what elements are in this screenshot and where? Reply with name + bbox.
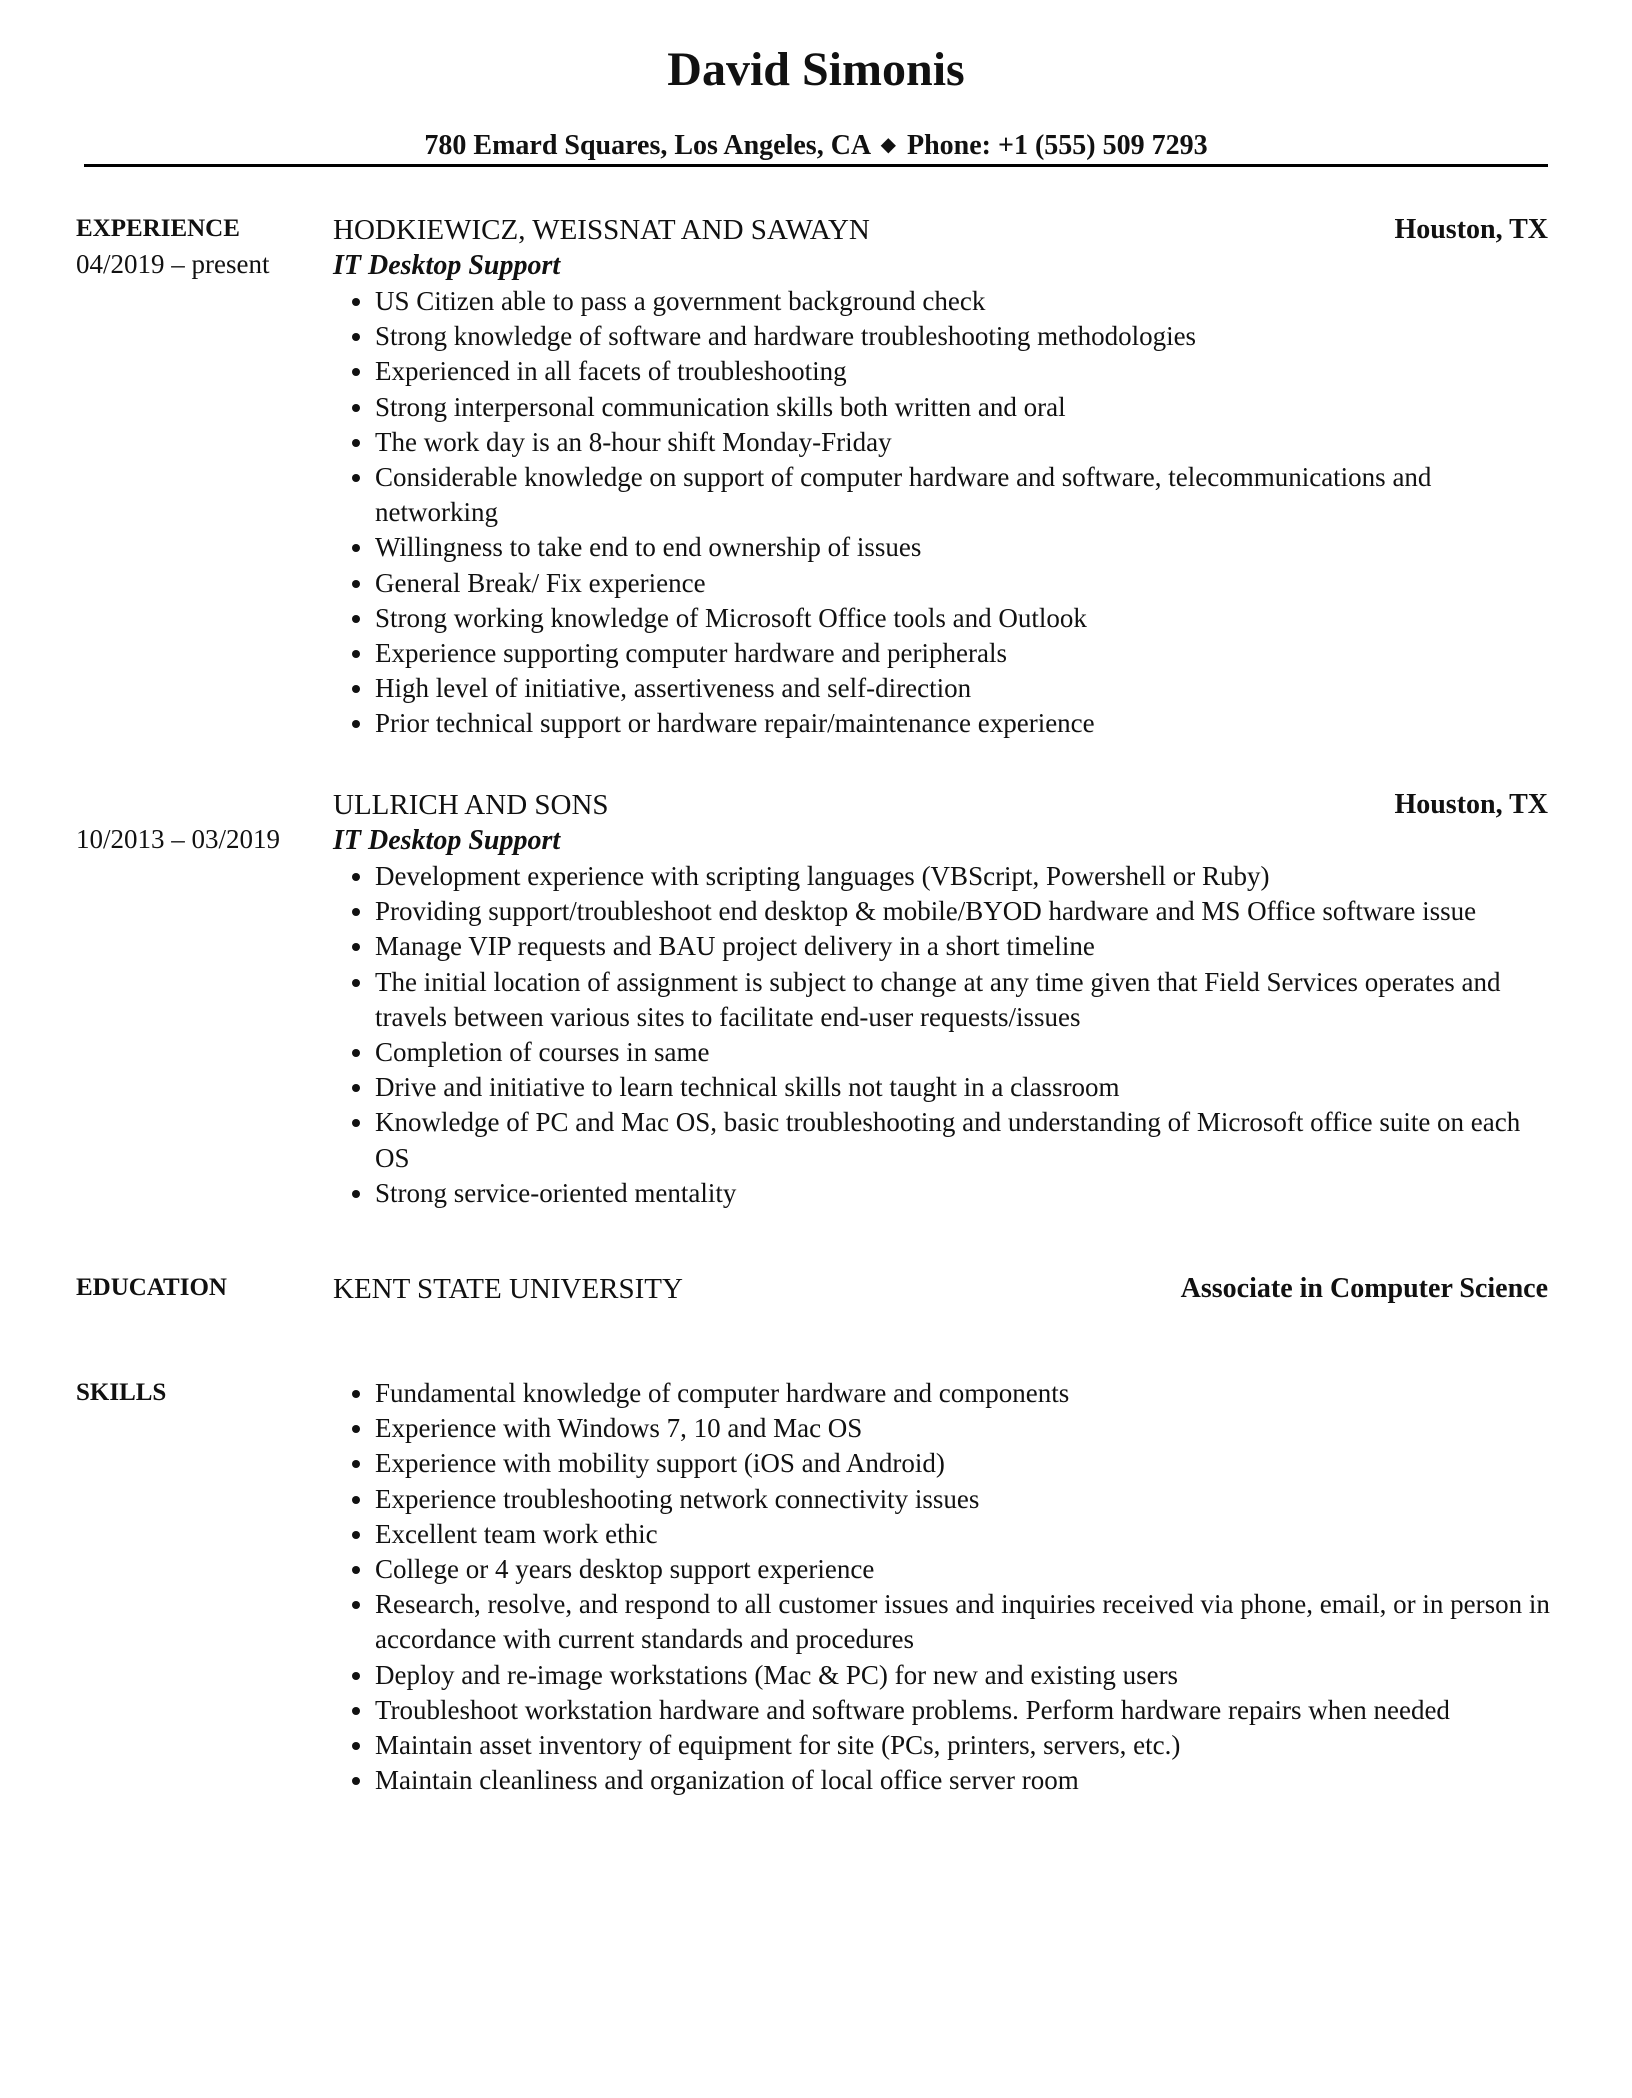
bullet-item: US Citizen able to pass a government background check bbox=[333, 284, 1553, 319]
skill-item: Troubleshoot workstation hardware and software problems. Perform hardware repairs when needed bbox=[333, 1693, 1553, 1728]
address: 780 Emard Squares, Los Angeles, CA bbox=[424, 130, 870, 161]
skill-item: Experience with mobility support (iOS and Android) bbox=[333, 1446, 1553, 1481]
section-label-education: EDUCATION bbox=[76, 1274, 227, 1301]
bullet-item: Strong interpersonal communication skills both written and oral bbox=[333, 390, 1553, 425]
bullet-item: Providing support/troubleshoot end desktop & mobile/BYOD hardware and MS Office software issue bbox=[333, 894, 1553, 929]
job-bullets bbox=[333, 284, 1553, 742]
job-title: IT Desktop Support bbox=[333, 250, 561, 281]
company-name: HODKIEWICZ, WEISSNAT AND SAWAYN bbox=[333, 214, 870, 246]
job-location: Houston, TX bbox=[1394, 214, 1548, 245]
degree: Associate in Computer Science bbox=[1180, 1273, 1548, 1304]
skill-item: Maintain asset inventory of equipment for site (PCs, printers, servers, etc.) bbox=[333, 1728, 1553, 1763]
section-label-skills: SKILLS bbox=[76, 1379, 167, 1406]
skill-item: Experience troubleshooting network connectivity issues bbox=[333, 1482, 1553, 1517]
bullet-item: Manage VIP requests and BAU project delivery in a short timeline bbox=[333, 929, 1553, 964]
skill-item: Maintain cleanliness and organization of local office server room bbox=[333, 1763, 1553, 1798]
phone: Phone: +1 (555) 509 7293 bbox=[907, 130, 1208, 161]
bullet-item: Experience supporting computer hardware and peripherals bbox=[333, 636, 1553, 671]
company-name: ULLRICH AND SONS bbox=[333, 789, 609, 821]
bullet-item: Experienced in all facets of troubleshooting bbox=[333, 354, 1553, 389]
job-dates: 10/2013 – 03/2019 bbox=[76, 824, 281, 854]
job-dates: 04/2019 – present bbox=[76, 249, 270, 279]
resume-name: David Simonis bbox=[667, 43, 965, 96]
bullet-item: General Break/ Fix experience bbox=[333, 566, 1553, 601]
bullet-item: Development experience with scripting languages (VBScript, Powershell or Ruby) bbox=[333, 859, 1553, 894]
bullet-item: Willingness to take end to end ownership of issues bbox=[333, 530, 1553, 565]
skill-item: College or 4 years desktop support experience bbox=[333, 1552, 1553, 1587]
bullet-item: Completion of courses in same bbox=[333, 1035, 1553, 1070]
skill-item: Research, resolve, and respond to all customer issues and inquiries received via phone, email, or in person in accordance with current standards and procedures bbox=[333, 1587, 1553, 1657]
section-label-experience: EXPERIENCE bbox=[76, 215, 240, 242]
bullet-item: Strong knowledge of software and hardware troubleshooting methodologies bbox=[333, 319, 1553, 354]
bullet-item: Drive and initiative to learn technical skills not taught in a classroom bbox=[333, 1070, 1553, 1105]
skills-list bbox=[333, 1376, 1553, 1798]
contact-line bbox=[0, 127, 1632, 164]
job-bullets bbox=[333, 859, 1553, 1211]
school-name: KENT STATE UNIVERSITY bbox=[333, 1273, 683, 1305]
bullet-item: Considerable knowledge on support of computer hardware and software, telecommunications and networking bbox=[333, 460, 1553, 530]
bullet-item: High level of initiative, assertiveness and self-direction bbox=[333, 671, 1553, 706]
header-divider bbox=[84, 164, 1548, 167]
job-title: IT Desktop Support bbox=[333, 825, 561, 856]
skill-item: Deploy and re-image workstations (Mac & PC) for new and existing users bbox=[333, 1658, 1553, 1693]
separator-diamond: ◆ bbox=[880, 134, 896, 156]
bullet-item: Knowledge of PC and Mac OS, basic troubleshooting and understanding of Microsoft office suite on each OS bbox=[333, 1105, 1553, 1175]
skill-item: Fundamental knowledge of computer hardware and components bbox=[333, 1376, 1553, 1411]
bullet-item: The initial location of assignment is subject to change at any time given that Field Services operates and travels between various sites to facilitate end-user requests/issues bbox=[333, 965, 1553, 1035]
skill-item: Experience with Windows 7, 10 and Mac OS bbox=[333, 1411, 1553, 1446]
bullet-item: The work day is an 8-hour shift Monday-Friday bbox=[333, 425, 1553, 460]
skill-item: Excellent team work ethic bbox=[333, 1517, 1553, 1552]
bullet-item: Strong service-oriented mentality bbox=[333, 1176, 1553, 1211]
bullet-item: Strong working knowledge of Microsoft Office tools and Outlook bbox=[333, 601, 1553, 636]
job-location: Houston, TX bbox=[1394, 789, 1548, 820]
bullet-item: Prior technical support or hardware repair/maintenance experience bbox=[333, 706, 1553, 741]
